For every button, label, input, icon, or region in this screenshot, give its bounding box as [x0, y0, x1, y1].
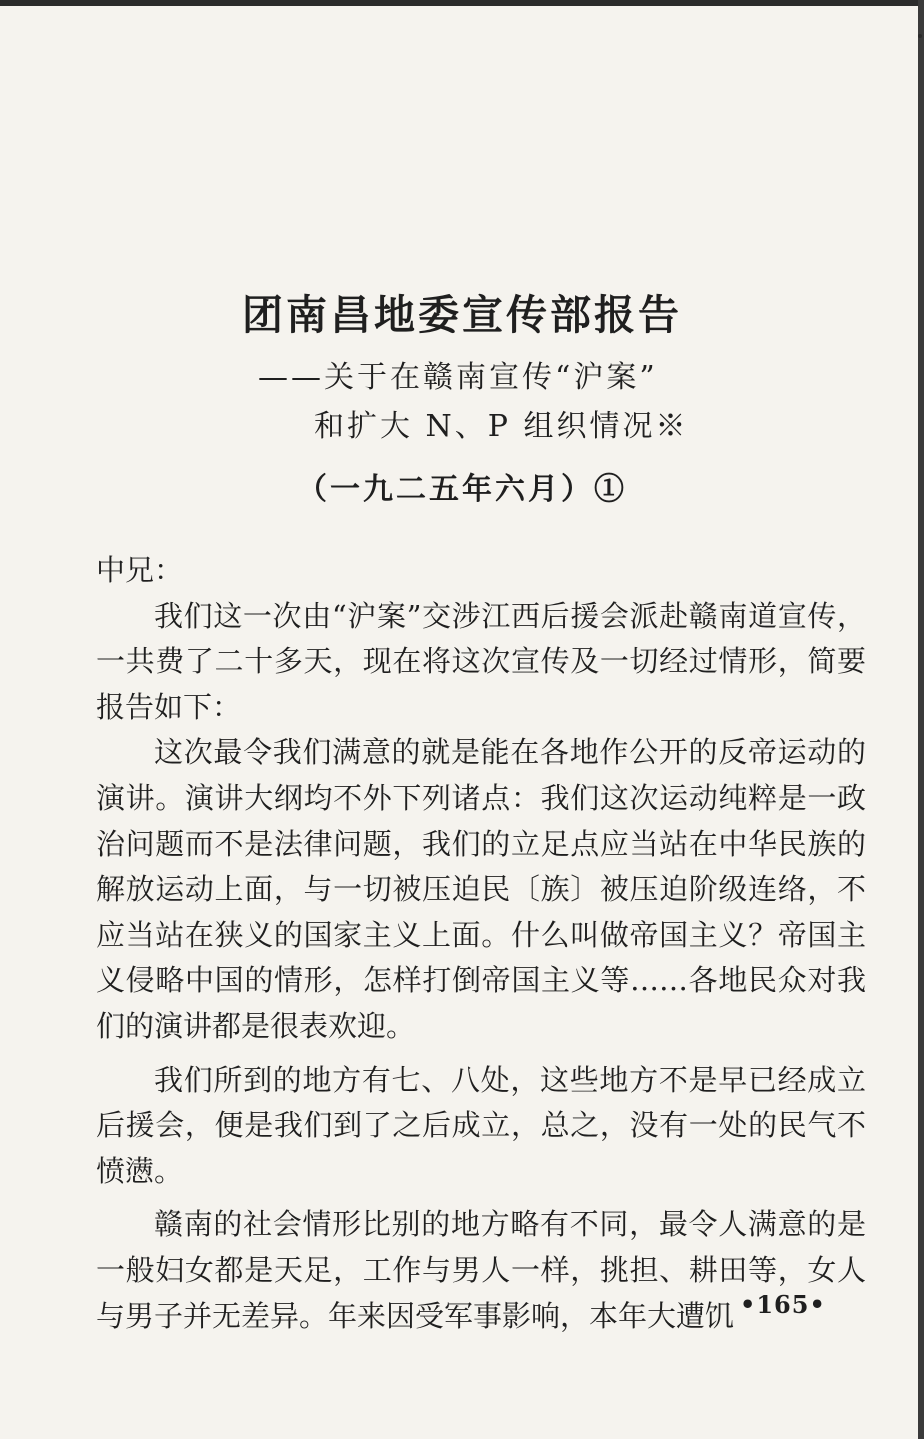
- paragraph-1: 我们这一次由“沪案”交涉江西后援会派赴赣南道宣传，一共费了二十多天，现在将这次宣传及一切经过情形，简要报告如下：: [96, 598, 866, 724]
- document-title: 团南昌地委宣传部报告: [242, 291, 682, 339]
- scan-speck: [918, 34, 922, 38]
- paragraph-3: 我们所到的地方有七、八处，这些地方不是早已经成立后援会，便是我们到了之后成立，总之，没有一处的民气不愤懑。: [96, 1062, 866, 1188]
- scan-edge-top: [0, 0, 924, 6]
- salutation: 中兄：: [96, 553, 184, 587]
- subtitle-line-2: 和扩大 N、P 组织情况※: [314, 409, 689, 444]
- page-number: •165•: [740, 1290, 826, 1319]
- body-text: [96, 548, 866, 1339]
- paragraph-2: 这次最令我们满意的就是能在各地作公开的反帝运动的演讲。演讲大纲均不外下列诸点：我们这次运动纯粹是一政治问题而不是法律问题，我们的立足点应当站在中华民族的解放运动上面，与一切被压迫民〔族〕被压迫阶级连络，不应当站在狭义的国家主义上面。什么叫做帝国主义？帝国主义侵略中国的情形，怎样打倒帝国主义等……各地民众对我们的演讲都是很表欢迎。: [96, 735, 866, 1043]
- subtitle-line-1: ——关于在赣南宣传“沪案”: [258, 360, 658, 395]
- scan-edge-right: [918, 0, 924, 1439]
- paragraph-4: 赣南的社会情形比别的地方略有不同，最令人满意的是一般妇女都是天足，工作与男人一样，挑担、耕田等，女人与男子并无差异。年来因受军事影响，本年大遭饥: [96, 1207, 866, 1333]
- document-date: （一九二五年六月）①: [297, 472, 627, 507]
